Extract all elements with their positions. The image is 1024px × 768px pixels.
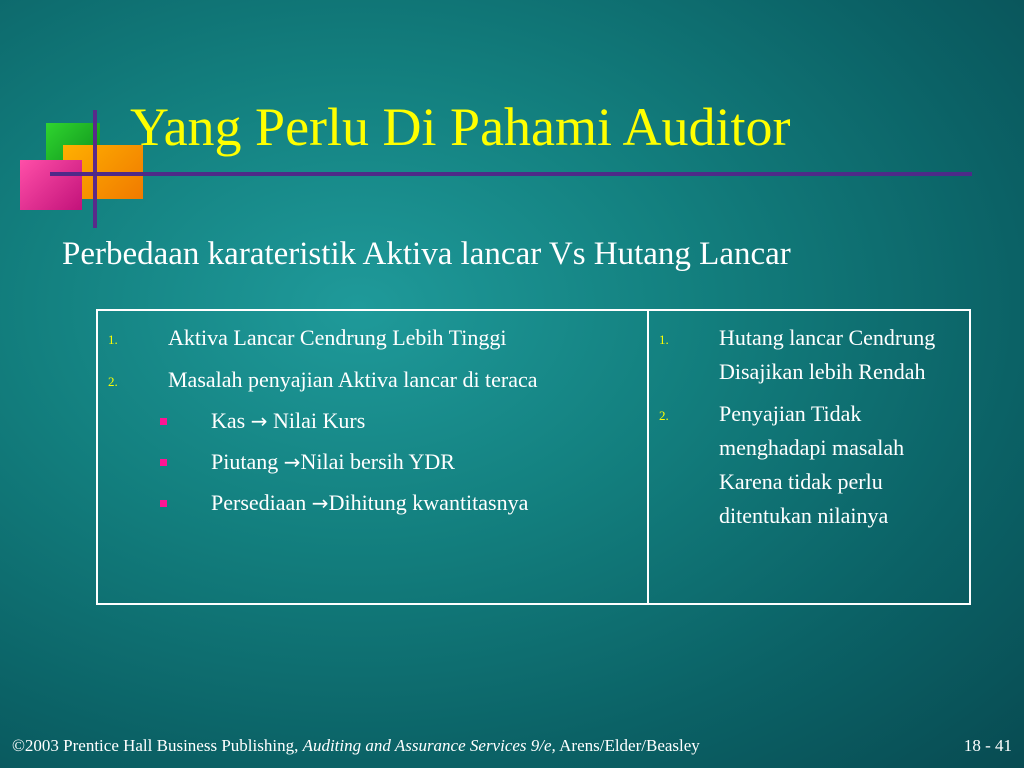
list-item-text: Aktiva Lancar Cendrung Lebih Tinggi <box>168 325 507 350</box>
vertical-line-decoration <box>93 110 97 228</box>
sub-list-item-text <box>108 445 647 479</box>
footer-book-title: Auditing and Assurance Services 9/e, <box>302 736 556 755</box>
sub-item-term: Persediaan <box>211 490 307 515</box>
comparison-table <box>96 309 971 605</box>
sub-list-item <box>108 445 647 479</box>
square-bullet-icon <box>160 500 167 507</box>
sub-list-item <box>108 486 647 520</box>
footer-authors: Arens/Elder/Beasley <box>559 736 700 755</box>
sub-list-item-text <box>108 404 647 438</box>
sub-item-term: Kas <box>211 408 246 433</box>
sub-list-item-text <box>108 486 647 520</box>
square-bullet-icon <box>160 459 167 466</box>
list-number: 2. <box>108 374 118 389</box>
slide-subtitle: Perbedaan karateristik Aktiva lancar Vs Hutang Lancar <box>62 236 791 272</box>
arrow-right-icon: → <box>311 491 329 515</box>
list-item-text: Penyajian Tidak menghadapi masalah Karena tidak perlu ditentukan nilainya <box>719 401 905 528</box>
list-item <box>659 397 969 533</box>
footer-copyright: ©2003 Prentice Hall Business Publishing, <box>12 736 299 755</box>
arrow-right-icon: → <box>250 409 268 433</box>
slide-title: Yang Perlu Di Pahami Auditor <box>130 97 791 157</box>
sub-item-description: Dihitung kwantitasnya <box>328 490 529 515</box>
list-number: 2. <box>659 408 669 423</box>
pink-square-decoration <box>20 160 82 210</box>
sub-item-term: Piutang <box>211 449 279 474</box>
list-number: 1. <box>108 332 118 347</box>
arrow-right-icon: → <box>283 450 301 474</box>
list-number: 1. <box>659 332 669 347</box>
title-underline <box>50 172 972 176</box>
slide-number: 18 - 41 <box>963 736 1012 755</box>
table-column-left <box>98 311 649 603</box>
list-item-text: Masalah penyajian Aktiva lancar di teraca <box>168 367 538 392</box>
footer-citation <box>12 736 700 756</box>
square-bullet-icon <box>160 418 167 425</box>
sub-item-description: Nilai Kurs <box>272 408 366 433</box>
list-item <box>659 321 969 389</box>
list-item-text: Hutang lancar Cendrung Disajikan lebih Rendah <box>719 325 936 384</box>
list-item <box>108 363 647 397</box>
table-column-right <box>649 311 969 603</box>
sub-list-item <box>108 404 647 438</box>
list-item <box>108 321 647 355</box>
sub-item-description: Nilai bersih YDR <box>300 449 455 474</box>
